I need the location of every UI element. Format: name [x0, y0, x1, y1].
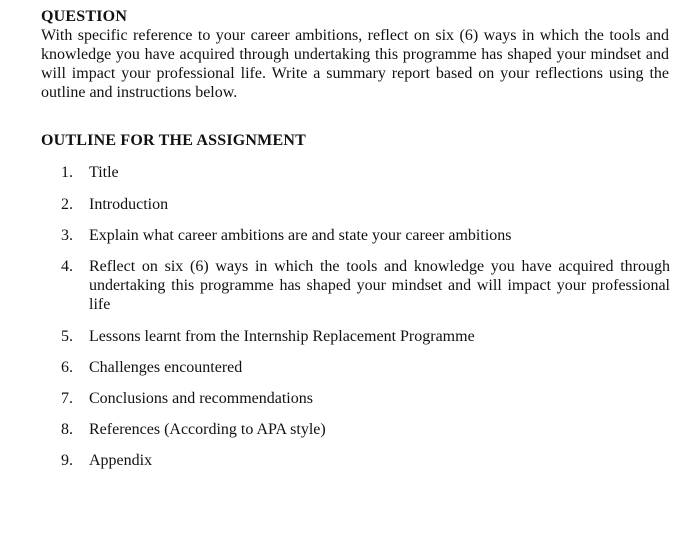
outline-item-text: Reflect on six (6) ways in which the tools and knowledge you have acquired through undertaking this programme has shaped your mindset and will impact your professional life — [89, 258, 670, 313]
outline-item — [61, 420, 670, 439]
outline-item-text: Explain what career ambitions are and state your career ambitions — [89, 227, 512, 244]
outline-item-number: 4. — [61, 258, 73, 275]
outline-item-number: 5. — [61, 328, 73, 345]
outline-item-text: Conclusions and recommendations — [89, 390, 313, 407]
question-text: With specific reference to your career ambitions, reflect on six (6) ways in which the tools and knowledge you have acquired through undertaking this programme has shaped your mindset and will impact your professional life. Write a summary report based on your reflections using the outline and instructions below. — [41, 27, 669, 101]
question-heading: QUESTION — [41, 8, 128, 25]
outline-item — [61, 226, 670, 245]
outline-item-number: 9. — [61, 452, 73, 469]
outline-item-number: 1. — [61, 164, 73, 181]
outline-item — [61, 451, 670, 470]
outline-heading: OUTLINE FOR THE ASSIGNMENT — [41, 132, 306, 149]
outline-item — [61, 195, 670, 214]
outline-item-text: Introduction — [89, 196, 169, 213]
outline-item — [61, 163, 670, 182]
outline-item-text: Appendix — [89, 452, 153, 469]
outline-item-number: 7. — [61, 390, 73, 407]
outline-item-number: 3. — [61, 227, 73, 244]
outline-item — [61, 327, 670, 346]
outline-item-text: Challenges encountered — [89, 359, 243, 376]
outline-item — [61, 257, 670, 314]
outline-item — [61, 358, 670, 377]
outline-item-number: 8. — [61, 421, 73, 438]
outline-item — [61, 389, 670, 408]
outline-item-text: Lessons learnt from the Internship Replacement Programme — [89, 328, 475, 345]
outline-item-number: 6. — [61, 359, 73, 376]
outline-item-text: Title — [89, 164, 119, 181]
outline-item-text: References (According to APA style) — [89, 421, 326, 438]
outline-item-number: 2. — [61, 196, 73, 213]
